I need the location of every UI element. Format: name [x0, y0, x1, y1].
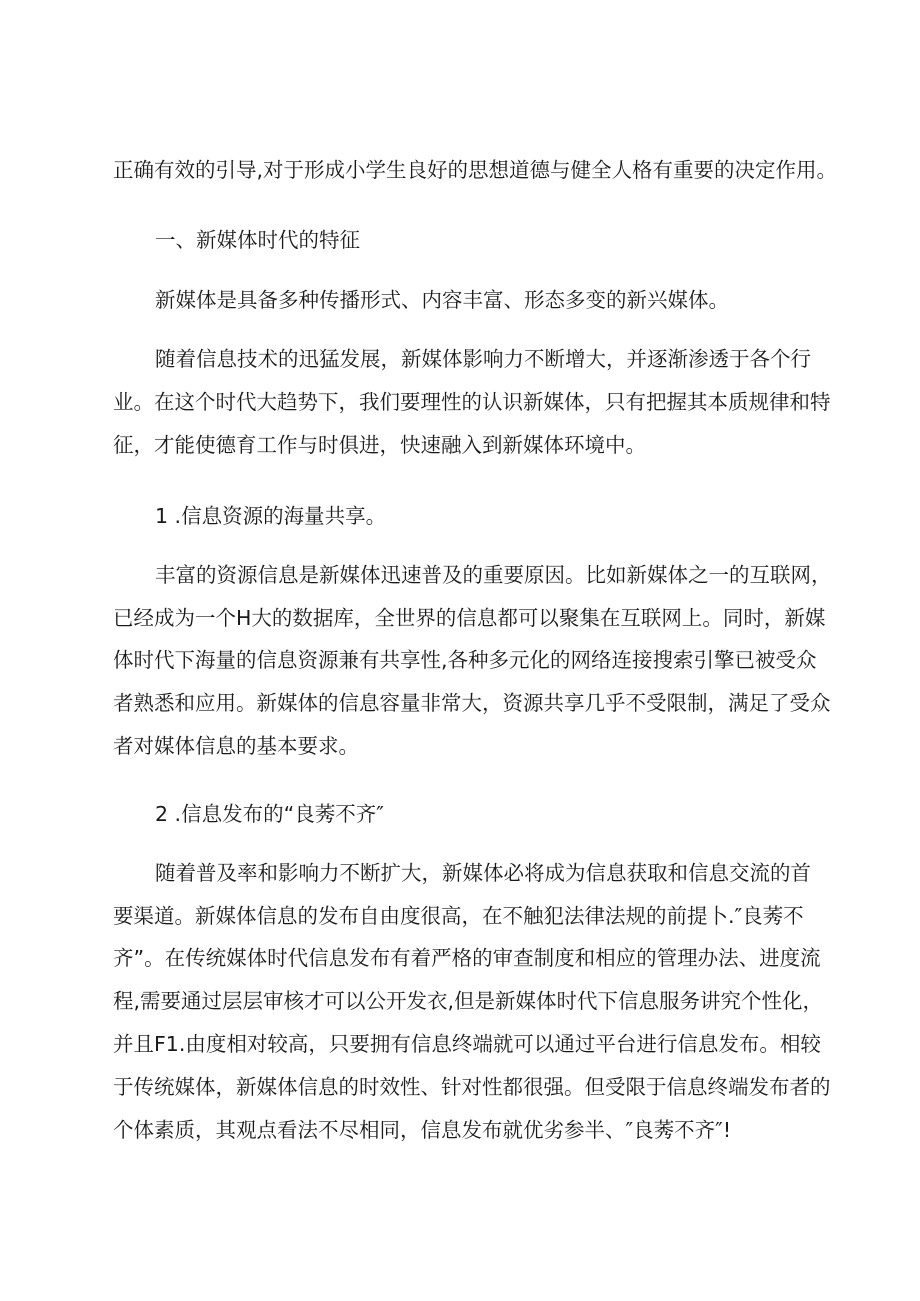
paragraph-line: 要渠道。新媒体信息的发布自由度很高，在不触犯法律法规的前提卜.″良莠不 [113, 904, 804, 928]
paragraph-line: 齐”。在传统媒体时代信息发布有着严格的审查制度和相应的管理办法、进度流 [113, 946, 821, 970]
paragraph-continuation: 正确有效的引导,对于形成小学生良好的思想道德与健全人格有重要的决定作用。 [113, 158, 838, 182]
paragraph-line: 并且F1.由度相对较高，只要拥有信息终端就可以通过平台进行信息发布。相较 [113, 1032, 821, 1056]
paragraph-line: 程,需要通过层层审核才可以公开发衣,但是新媒体时代下信息服务讲究个性化， [113, 989, 824, 1013]
paragraph-line: 者对媒体信息的基本要求。 [113, 734, 359, 758]
paragraph-line: 随着信息技术的迅猛发展，新媒体影响力不断增大，并逐渐渗透于各个行 [155, 347, 811, 371]
paragraph-line: 征，才能使德育工作与时俱进，快速融入到新媒体环境中。 [113, 433, 646, 457]
paragraph-line: 个体素质，其观点看法不尽相同，信息发布就优劣参半、″良莠不齐″! [113, 1118, 732, 1142]
paragraph-line: 业。在这个时代大趋势下，我们要理性的认识新媒体，只有把握其本质规律和特 [113, 390, 831, 414]
paragraph-line: 随着普及率和影响力不断扩大，新媒体必将成为信息获取和信息交流的首 [155, 861, 811, 885]
subsection-heading: 2 .信息发布的“良莠不齐″ [155, 802, 384, 826]
subsection-heading: 1 .信息资源的海量共享。 [155, 504, 387, 528]
paragraph-line: 已经成为一个H大的数据库，全世界的信息都可以聚集在互联网上。同时，新媒 [113, 606, 826, 630]
paragraph-line: 体时代下海量的信息资源兼有共享性,各种多元化的网络连接搜索引擎已被受众 [113, 648, 817, 672]
paragraph-line: 新媒体是具备多种传播形式、内容丰富、形态多变的新兴媒体。 [155, 288, 729, 312]
paragraph-line: 丰富的资源信息是新媒体迅速普及的重要原因。比如新媒体之一的互联网， [155, 563, 832, 587]
section-heading: 一、新媒体时代的特征 [155, 228, 360, 252]
paragraph-line: 者熟悉和应用。新媒体的信息容量非常大，资源共享几乎不受限制，满足了受众 [113, 691, 831, 715]
paragraph-line: 于传统媒体，新媒体信息的时效性、针对性都很强。但受限于信息终端发布者的 [113, 1075, 831, 1099]
